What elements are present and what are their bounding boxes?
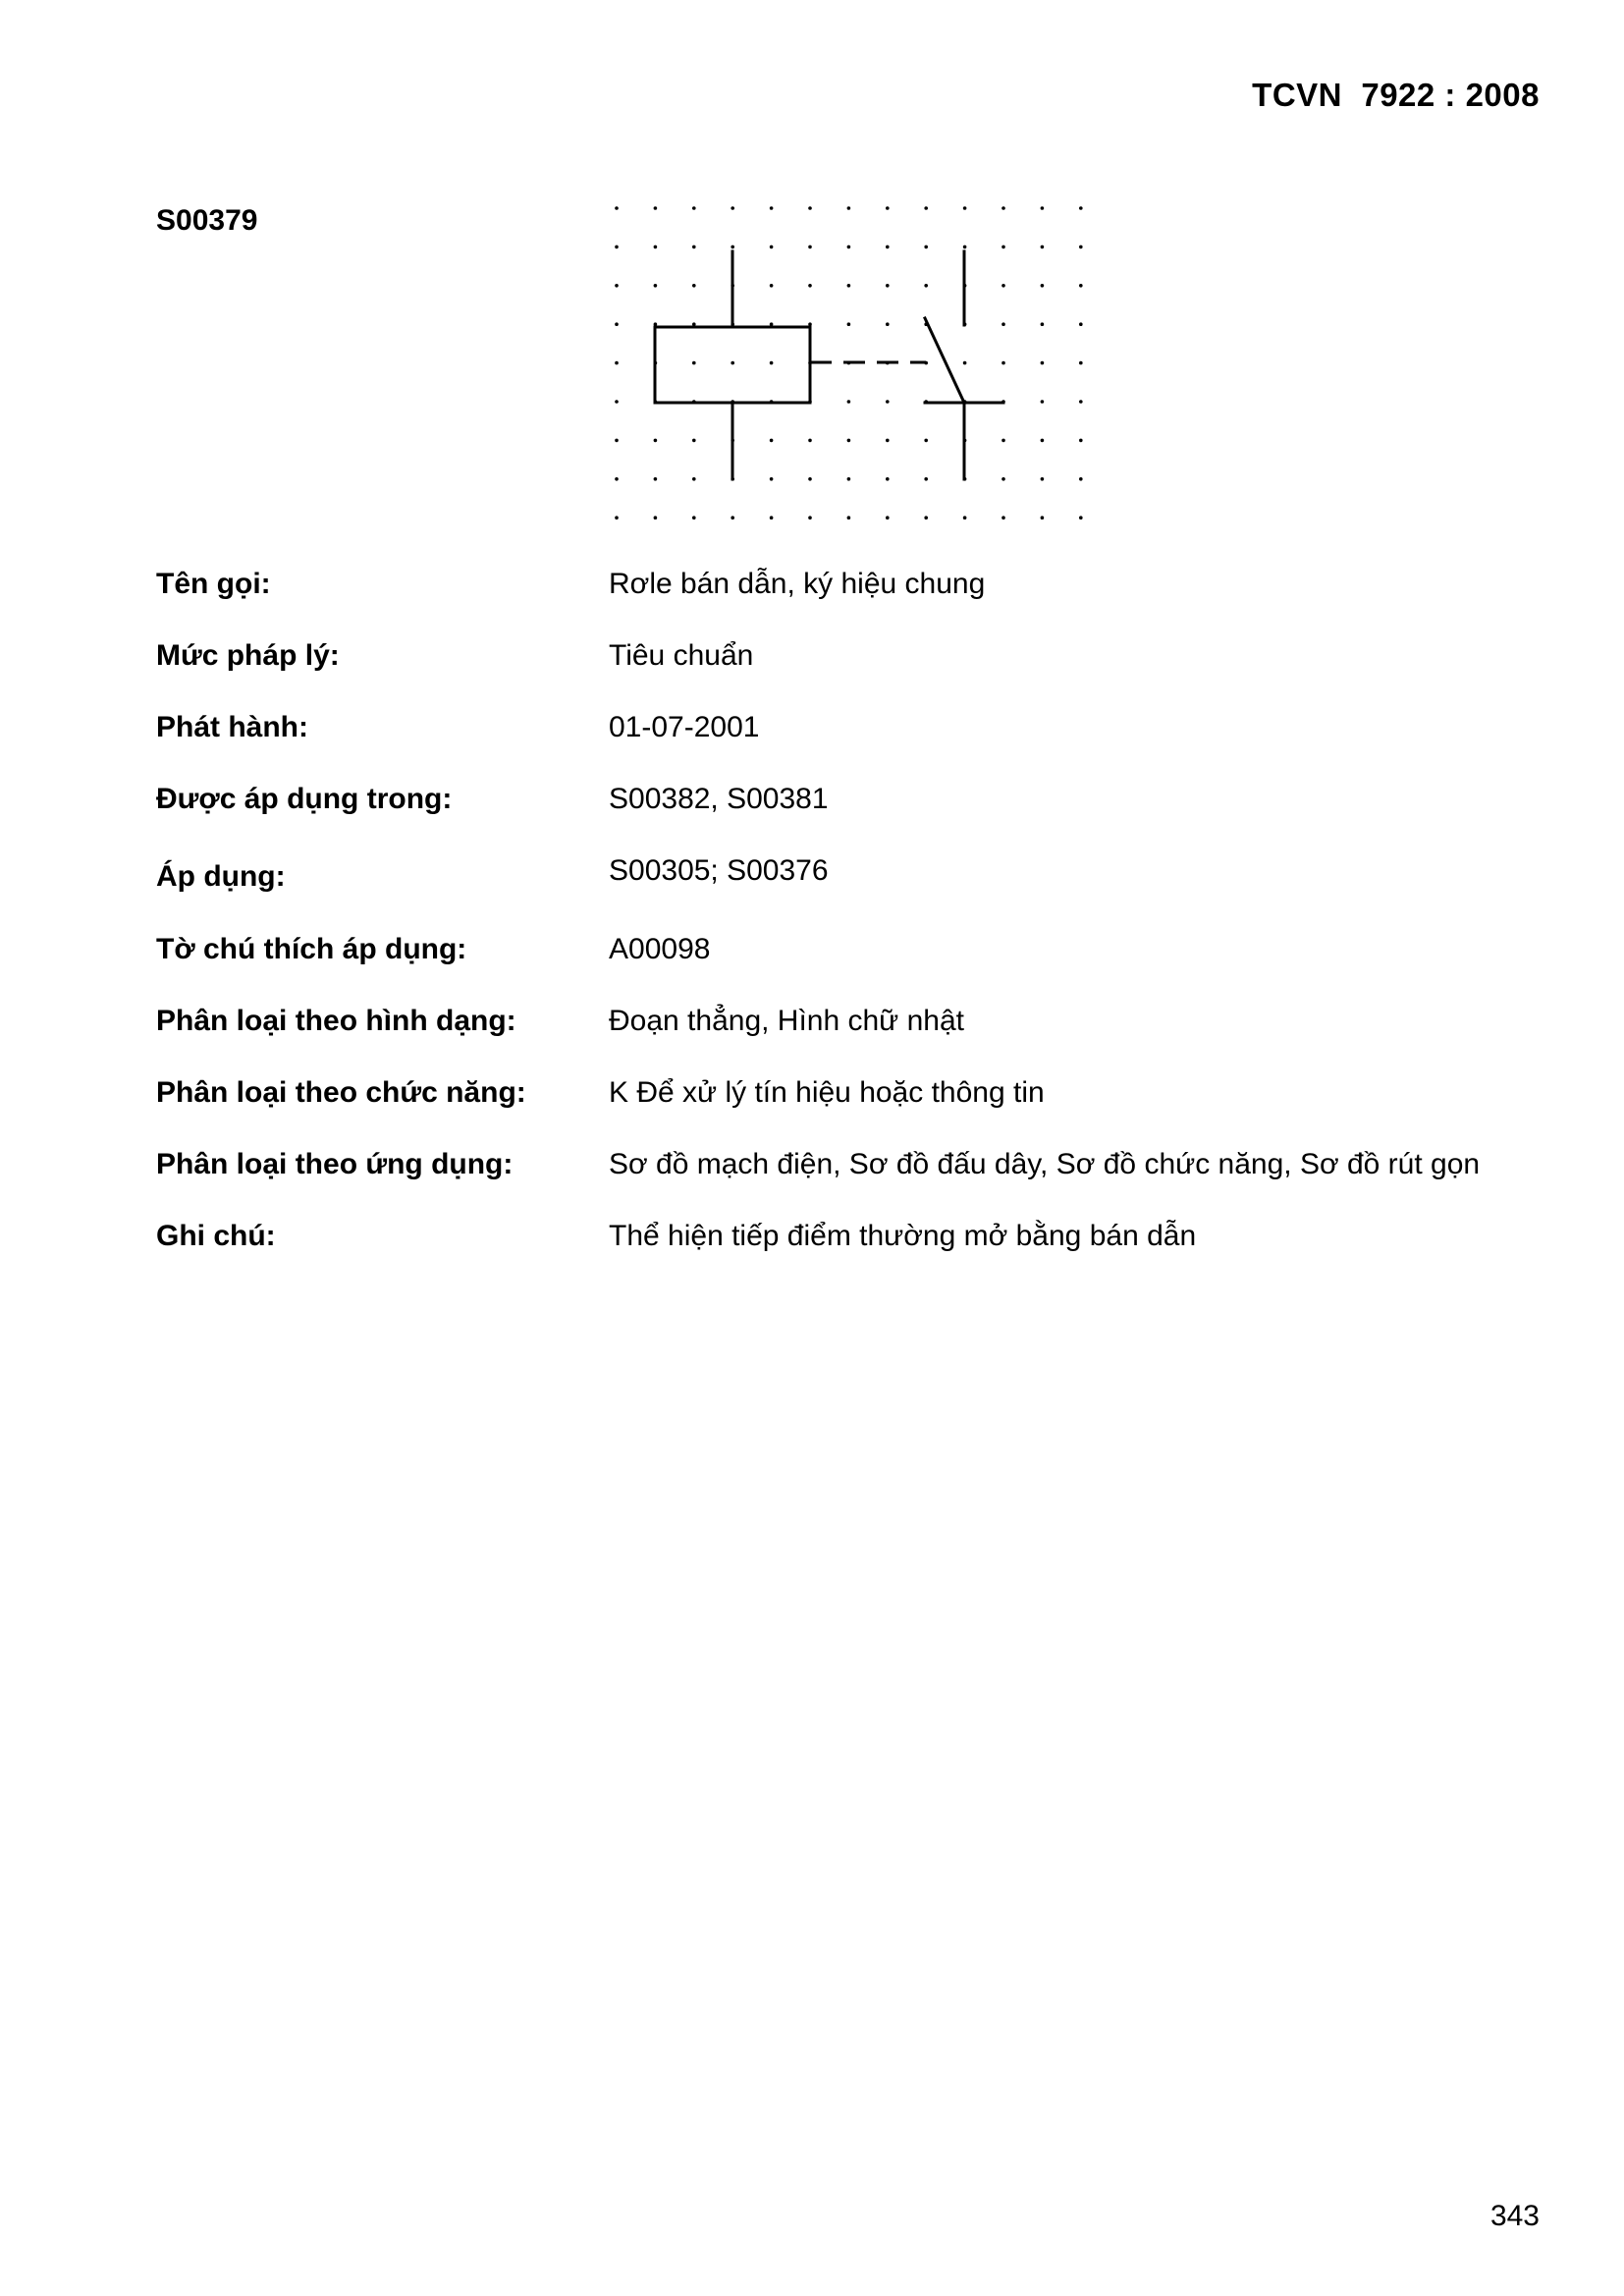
grid-dot bbox=[770, 516, 774, 519]
grid-dot bbox=[770, 284, 774, 288]
field-value: Thể hiện tiếp điểm thường mở bằng bán dẫn bbox=[609, 1220, 1197, 1252]
grid-dot bbox=[808, 516, 812, 519]
grid-dot bbox=[1001, 361, 1005, 365]
field-value: Tiêu chuẩn bbox=[609, 639, 754, 672]
grid-dot bbox=[924, 246, 928, 249]
grid-dot bbox=[924, 439, 928, 443]
relay-symbol bbox=[655, 251, 1003, 479]
field-value: Sơ đồ mạch điện, Sơ đồ đấu dây, Sơ đồ chức năng, Sơ đồ rút gọn bbox=[609, 1148, 1481, 1180]
grid-dot bbox=[924, 206, 928, 210]
grid-dot bbox=[847, 322, 851, 326]
page-number: 343 bbox=[1489, 2200, 1540, 2232]
grid-dot bbox=[924, 477, 928, 481]
grid-dot bbox=[1041, 439, 1045, 443]
field-label: Áp dụng: bbox=[156, 860, 286, 893]
grid-dot bbox=[1041, 284, 1045, 288]
grid-dot bbox=[847, 477, 851, 481]
field-label: Tên gọi: bbox=[156, 568, 271, 600]
grid-dot bbox=[924, 516, 928, 519]
grid-dot bbox=[654, 206, 658, 210]
grid-dot bbox=[731, 516, 734, 519]
grid-dot bbox=[1041, 206, 1045, 210]
grid-dot bbox=[886, 400, 890, 404]
grid-dot bbox=[1079, 439, 1083, 443]
field-label: Tờ chú thích áp dụng: bbox=[156, 933, 467, 965]
field-label: Phân loại theo hình dạng: bbox=[156, 1005, 516, 1037]
grid-dot bbox=[1001, 322, 1005, 326]
grid-dot bbox=[963, 246, 967, 249]
field-label: Phân loại theo ứng dụng: bbox=[156, 1148, 514, 1180]
grid-dot bbox=[808, 477, 812, 481]
grid-dot bbox=[615, 477, 619, 481]
grid-dot bbox=[654, 477, 658, 481]
grid-dot bbox=[1001, 246, 1005, 249]
grid-dot bbox=[692, 246, 696, 249]
grid-dot bbox=[847, 439, 851, 443]
grid-dot bbox=[731, 361, 734, 365]
grid-dot bbox=[886, 516, 890, 519]
grid-dot bbox=[1001, 284, 1005, 288]
grid-dot bbox=[1041, 246, 1045, 249]
grid-dot bbox=[1079, 246, 1083, 249]
grid-dot bbox=[886, 246, 890, 249]
grid-dot bbox=[615, 400, 619, 404]
grid-dot bbox=[654, 322, 658, 326]
grid-dot bbox=[847, 516, 851, 519]
grid-dot bbox=[770, 206, 774, 210]
grid-dot bbox=[847, 206, 851, 210]
grid-dot bbox=[1041, 322, 1045, 326]
grid-dot bbox=[1079, 322, 1083, 326]
grid-dot bbox=[770, 477, 774, 481]
grid-dot bbox=[847, 284, 851, 288]
grid-dot bbox=[1041, 477, 1045, 481]
grid-dot bbox=[1041, 516, 1045, 519]
field-value: S00305; S00376 bbox=[609, 854, 829, 887]
grid-dot bbox=[1079, 516, 1083, 519]
field-value: A00098 bbox=[609, 933, 711, 965]
field-value: Đoạn thẳng, Hình chữ nhật bbox=[609, 1005, 964, 1037]
grid-dot bbox=[1001, 477, 1005, 481]
grid-dot bbox=[1001, 206, 1005, 210]
grid-dot bbox=[963, 516, 967, 519]
grid-dot bbox=[770, 361, 774, 365]
field-label: Mức pháp lý: bbox=[156, 639, 340, 672]
grid-dot bbox=[615, 322, 619, 326]
grid-dot bbox=[615, 439, 619, 443]
grid-dot bbox=[692, 439, 696, 443]
grid-dot bbox=[692, 361, 696, 365]
grid-dot bbox=[1079, 400, 1083, 404]
grid-dot bbox=[615, 206, 619, 210]
symbol-code: S00379 bbox=[156, 204, 258, 237]
grid-dot bbox=[731, 246, 734, 249]
grid-dot bbox=[692, 206, 696, 210]
grid-dot bbox=[886, 477, 890, 481]
grid-dot bbox=[692, 477, 696, 481]
field-value: Rơle bán dẫn, ký hiệu chung bbox=[609, 568, 986, 600]
grid-dot bbox=[770, 322, 774, 326]
contact-blade bbox=[925, 318, 964, 403]
grid-dot bbox=[654, 284, 658, 288]
field-value: S00382, S00381 bbox=[609, 783, 829, 815]
grid-dot bbox=[847, 246, 851, 249]
grid-dot bbox=[1041, 361, 1045, 365]
grid-dot bbox=[770, 246, 774, 249]
field-label: Phân loại theo chức năng: bbox=[156, 1076, 526, 1109]
grid-dot bbox=[847, 400, 851, 404]
grid-dot bbox=[1079, 477, 1083, 481]
grid-dot bbox=[692, 322, 696, 326]
grid-dot bbox=[1041, 400, 1045, 404]
grid-dot bbox=[615, 361, 619, 365]
grid-dot bbox=[886, 206, 890, 210]
grid-dot bbox=[692, 284, 696, 288]
grid-dot bbox=[808, 284, 812, 288]
grid-dot bbox=[808, 246, 812, 249]
field-label: Ghi chú: bbox=[156, 1220, 276, 1252]
field-value: 01-07-2001 bbox=[609, 711, 760, 743]
grid-dot bbox=[770, 439, 774, 443]
grid-dot bbox=[963, 206, 967, 210]
grid-dot bbox=[1001, 516, 1005, 519]
grid-dot bbox=[808, 206, 812, 210]
field-label: Phát hành: bbox=[156, 711, 308, 743]
grid-dot bbox=[1079, 206, 1083, 210]
grid-dot bbox=[654, 439, 658, 443]
grid-dot bbox=[886, 284, 890, 288]
grid-dot bbox=[1079, 361, 1083, 365]
grid-dot bbox=[808, 439, 812, 443]
grid-dot bbox=[886, 322, 890, 326]
grid-dot bbox=[615, 284, 619, 288]
grid-dot bbox=[1079, 284, 1083, 288]
relay-symbol-figure bbox=[601, 192, 1111, 536]
field-label: Được áp dụng trong: bbox=[156, 783, 453, 815]
standard-header: TCVN 7922 : 2008 bbox=[1252, 77, 1540, 113]
grid-dot bbox=[886, 439, 890, 443]
coil-rectangle bbox=[655, 327, 810, 403]
grid-dot bbox=[654, 246, 658, 249]
grid-dot bbox=[924, 284, 928, 288]
grid-dot bbox=[615, 246, 619, 249]
grid-dot bbox=[731, 206, 734, 210]
grid-dot bbox=[963, 361, 967, 365]
grid-dot bbox=[654, 516, 658, 519]
grid-dot bbox=[1001, 439, 1005, 443]
grid-dot bbox=[615, 516, 619, 519]
field-value: K Để xử lý tín hiệu hoặc thông tin bbox=[609, 1076, 1045, 1109]
grid-dot bbox=[692, 516, 696, 519]
grid-dot bbox=[808, 322, 812, 326]
